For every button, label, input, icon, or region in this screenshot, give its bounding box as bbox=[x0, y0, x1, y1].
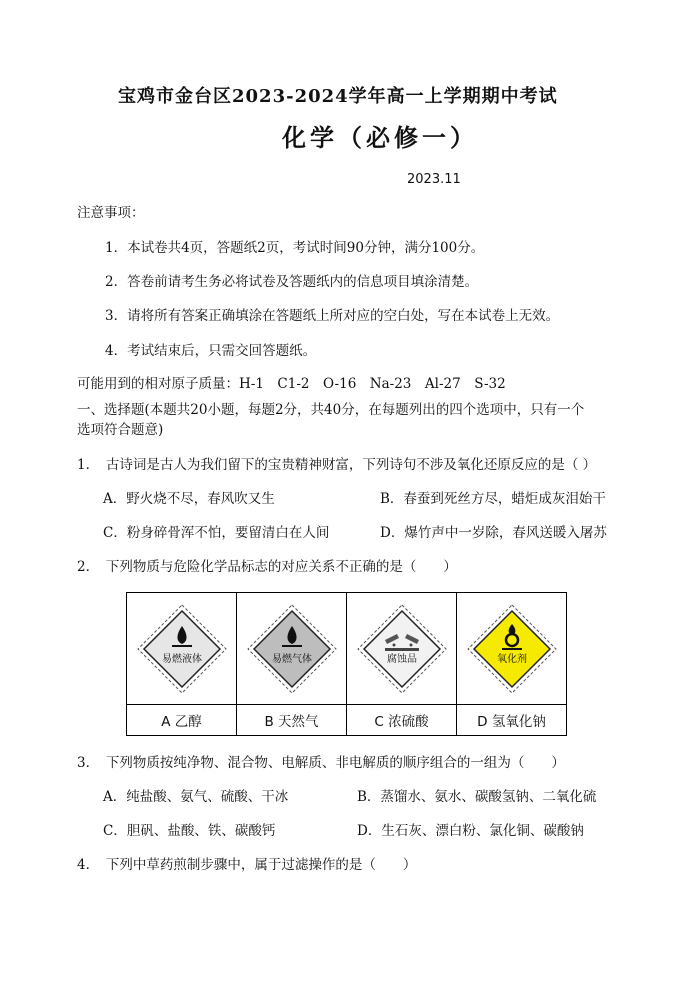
sign-cell-c bbox=[347, 593, 457, 705]
question-1-option-d: D．爆竹声中一岁除，春风送暖入屠苏 bbox=[380, 525, 607, 541]
atomic-masses: 可能用到的相对原子质量：H-1 C1-2 O-16 Na-23 Al-27 S-32 bbox=[77, 376, 506, 392]
question-1-option-a: A．野火烧不尽，春风吹又生 bbox=[103, 491, 275, 507]
answer-b: B 天然气 bbox=[237, 705, 347, 736]
sign-label-b: 易燃气体 bbox=[271, 653, 312, 665]
sign-label-d: 氧化剂 bbox=[496, 653, 527, 665]
sign-cell-a bbox=[127, 593, 237, 705]
question-2-stem: 2． 下列物质与危险化学品标志的对应关系不正确的是（ ） bbox=[77, 559, 457, 575]
section-heading-line2: 选项符合题意) bbox=[77, 422, 164, 438]
question-3-option-c: C．胆矾、盐酸、铁、碳酸钙 bbox=[103, 823, 276, 839]
question-3-stem: 3． 下列物质按纯净物、混合物、电解质、非电解质的顺序组合的一组为（ ） bbox=[77, 755, 565, 771]
subject-title: 化学（必修一） bbox=[282, 123, 478, 152]
sign-label-a: 易燃液体 bbox=[161, 653, 202, 665]
notice-heading: 注意事项： bbox=[77, 205, 145, 221]
flammable-gas-sign bbox=[247, 604, 337, 694]
answer-d: D 氢氧化钠 bbox=[457, 705, 567, 736]
sign-cell-b bbox=[237, 593, 347, 705]
question-3-option-a: A．纯盐酸、氨气、硫酸、干冰 bbox=[103, 789, 289, 805]
question-1-option-c: C．粉身碎骨浑不怕，要留清白在人间 bbox=[103, 525, 330, 541]
question-3-option-b: B．蒸馏水、氨水、碳酸氢钠、二氧化硫 bbox=[357, 789, 597, 805]
hazard-sign-table bbox=[126, 592, 567, 736]
notice-item-1: 1．本试卷共4页，答题纸2页，考试时间90分钟，满分100分。 bbox=[105, 240, 485, 256]
question-3-option-d: D．生石灰、漂白粉、氯化铜、碳酸钠 bbox=[357, 823, 584, 839]
oxidizer-sign bbox=[467, 604, 557, 694]
sign-label-c: 腐蚀品 bbox=[386, 653, 417, 665]
notice-item-2: 2．答卷前请考生务必将试卷及答题纸内的信息项目填涂清楚。 bbox=[105, 274, 479, 290]
section-heading-line1: 一、选择题(本题共20小题，每题2分，共40分，在每题列出的四个选项中，只有一个 bbox=[77, 402, 585, 418]
flammable-liquid-sign bbox=[137, 604, 227, 694]
notice-item-4: 4．考试结束后，只需交回答题纸。 bbox=[105, 343, 317, 359]
exam-title: 宝鸡市金台区2023-2024学年高一上学期期中考试 bbox=[118, 86, 558, 107]
question-4-stem: 4． 下列中草药煎制步骤中，属于过滤操作的是（ ） bbox=[77, 857, 417, 873]
sign-cell-d bbox=[457, 593, 567, 705]
corrosive-sign bbox=[357, 604, 447, 694]
notice-item-3: 3．请将所有答案正确填涂在答题纸上所对应的空白处，写在本试卷上无效。 bbox=[105, 308, 560, 324]
question-1-stem: 1． 古诗词是古人为我们留下的宝贵精神财富，下列诗句不涉及氧化还原反应的是（ ） bbox=[77, 457, 597, 473]
answer-a: A 乙醇 bbox=[127, 705, 237, 736]
exam-date: 2023.11 bbox=[407, 172, 461, 187]
question-1-option-b: B．春蚕到死丝方尽，蜡炬成灰泪始干 bbox=[380, 491, 606, 507]
answer-c: C 浓硫酸 bbox=[347, 705, 457, 736]
